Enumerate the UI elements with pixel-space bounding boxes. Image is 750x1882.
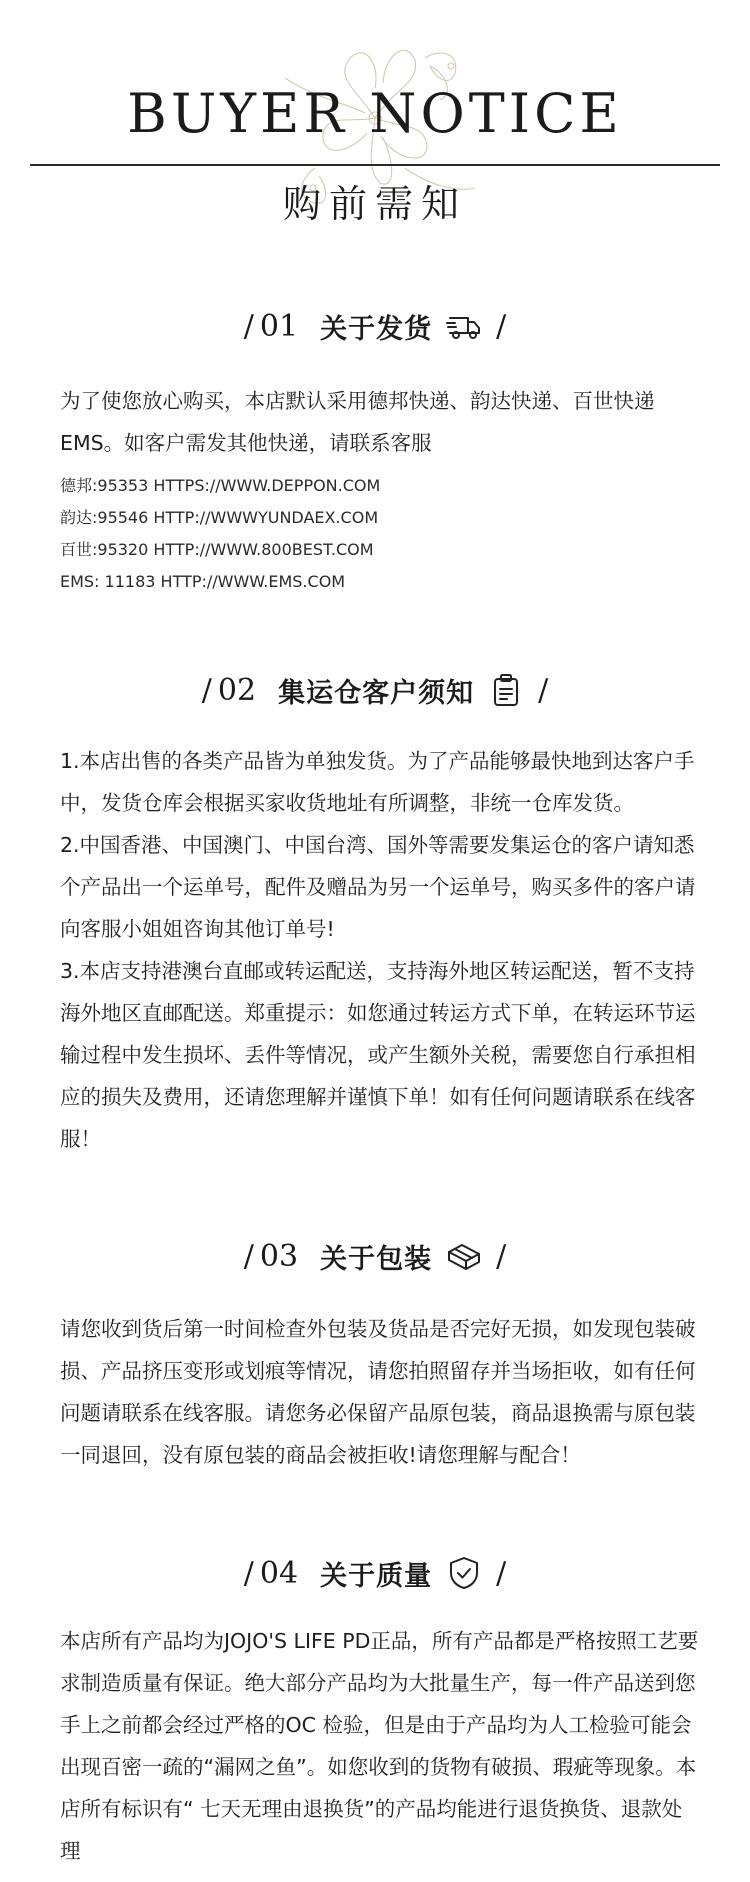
section-03-header bbox=[0, 1228, 750, 1284]
slash-open: / bbox=[243, 308, 254, 344]
slash-open: / bbox=[243, 1238, 254, 1274]
title-english: BUYER NOTICE bbox=[127, 82, 623, 145]
slash-close: / bbox=[496, 1555, 507, 1591]
section-01-paragraph: 为了使您放心购买，本店默认采用德邦快递、韵达快递、百世快递EMS。如客户需发其他快递，请联系客服 bbox=[60, 389, 655, 455]
section-04-header bbox=[0, 1545, 750, 1601]
section-03-paragraph: 请您收到货后第一时间检查外包装及货品是否完好无损，如发现包装破损、产品挤压变形或划痕等情况，请您拍照留存并当场拒收，如有任何问题请联系在线客服。请您务必保留产品原包装，商品退换需与原包装一同退回，没有原包装的商品会被拒收!请您理解与配合！ bbox=[60, 1317, 696, 1467]
title-chinese: 购前需知 bbox=[282, 182, 467, 226]
section-number: 02 bbox=[217, 672, 257, 708]
slash-open: / bbox=[243, 1555, 254, 1591]
section-02-paragraph-1: 1.本店出售的各类产品皆为单独发货。为了产品能够最快地到达客户手中，发货仓库会根据买家收货地址有所调整，非统一仓库发货。 bbox=[60, 749, 695, 815]
courier-contact-best: 百世:95320 HTTP://WWW.800BEST.COM bbox=[60, 540, 374, 559]
courier-contact-yunda: 韵达:95546 HTTP://WWWYUNDAEX.COM bbox=[60, 508, 379, 527]
shield-check-icon bbox=[446, 1555, 482, 1591]
section-title: 关于包装 bbox=[320, 1243, 433, 1275]
slash-close: / bbox=[496, 1238, 507, 1274]
slash-open: / bbox=[201, 672, 212, 708]
clipboard-icon bbox=[488, 672, 524, 708]
section-number: 01 bbox=[259, 308, 299, 344]
section-number: 03 bbox=[259, 1238, 299, 1274]
section-02-paragraph-3: 3.本店支持港澳台直邮或转运配送，支持海外地区转运配送，暂不支持海外地区直邮配送。郑重提示：如您通过转运方式下单，在转运环节运输过程中发生损坏、丢件等情况，或产生额外关税，需要您自行承担相应的损失及费用，还请您理解并谨慎下单！如有任何问题请联系在线客服！ bbox=[60, 959, 696, 1151]
slash-close: / bbox=[496, 308, 507, 344]
header-divider bbox=[30, 164, 720, 166]
section-title: 集运仓客户须知 bbox=[278, 677, 475, 709]
courier-contact-ems: EMS: 11183 HTTP://WWW.EMS.COM bbox=[60, 572, 346, 591]
section-title: 关于发货 bbox=[320, 313, 433, 345]
section-title: 关于质量 bbox=[320, 1560, 433, 1592]
courier-contact-deppon: 德邦:95353 HTTPS://WWW.DEPPON.COM bbox=[60, 476, 381, 495]
delivery-truck-icon bbox=[446, 308, 482, 344]
section-02-paragraph-2: 2.中国香港、中国澳门、中国台湾、国外等需要发集运仓的客户请知悉个产品出一个运单号，配件及赠品为另一个运单号，购买多件的客户请向客服小姐姐咨询其他订单号! bbox=[60, 833, 696, 941]
slash-close: / bbox=[538, 672, 549, 708]
section-number: 04 bbox=[259, 1555, 299, 1591]
section-04-paragraph: 本店所有产品均为JOJO'S LIFE PD正品，所有产品都是严格按照工艺要求制造质量有保证。绝大部分产品均为大批量生产，每一件产品送到您手上之前都会经过严格的OC 检验，但是由于产品均为人工检验可能会出现百密一疏的“漏网之鱼”。如您收到的货物有破损、瑕疵等现象。本店所有标识有“ 七天无理由退换货”的产品均能进行退货换货、退款处理 bbox=[60, 1629, 699, 1863]
package-box-icon bbox=[446, 1238, 482, 1274]
section-02-header bbox=[0, 662, 750, 718]
section-01-header bbox=[0, 298, 750, 354]
